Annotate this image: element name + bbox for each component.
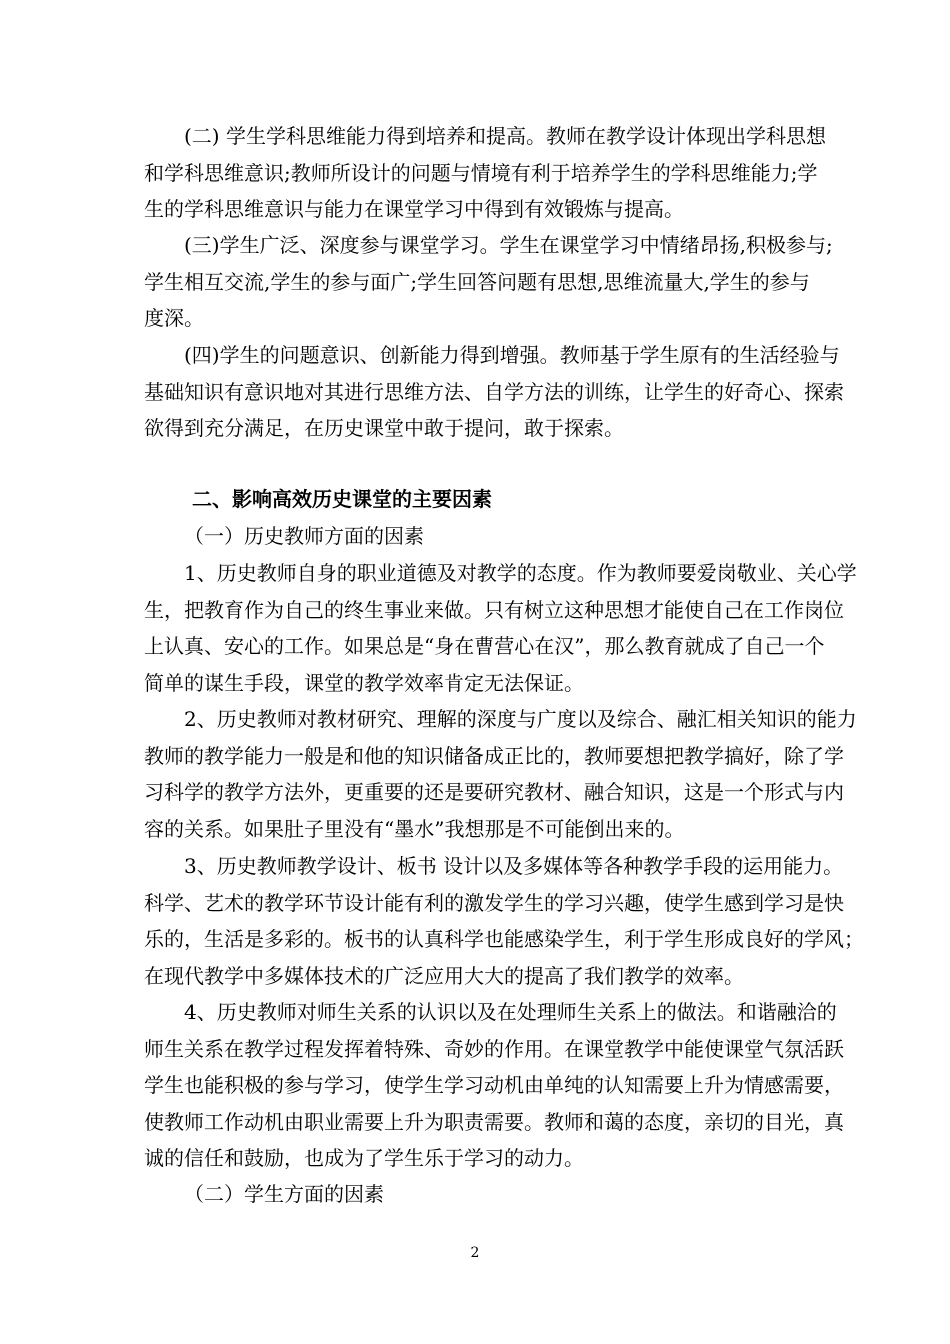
text-line: 使教师工作动机由职业需要上升为职责需要。教师和蔼的态度，亲切的目光，真 (144, 1109, 844, 1134)
text-line: 师生关系在教学过程发挥着特殊、奇妙的作用。在课堂教学中能使课堂气氛活跃 (144, 1036, 844, 1061)
text-line: 在现代教学中多媒体技术的广泛应用大大的提高了我们教学的效率。 (144, 963, 744, 988)
subsection-heading-student: （二）学生方面的因素 (184, 1182, 384, 1206)
text-line: 简单的谋生手段，课堂的教学效率肯定无法保证。 (144, 670, 584, 695)
text-line: 3、历史教师教学设计、板书 设计以及多媒体等各种教学手段的运用能力。 (184, 854, 844, 878)
paragraph-student-thinking-ability (144, 118, 826, 228)
text-line: 生，把教育作为自己的终生事业来做。只有树立这种思想才能使自己在工作岗位 (144, 597, 844, 622)
text-line: 1、历史教师自身的职业道德及对教学的态度。作为教师要爱岗敬业、关心学 (184, 561, 857, 585)
text-line: 学生也能积极的参与学习，使学生学习动机由单纯的认知需要上升为情感需要， (144, 1073, 844, 1097)
paragraph-teaching-design (144, 848, 864, 994)
text-line: 上认真、安心的工作。如果总是“身在曹营心在汉”，那么教育就成了自己一个 (144, 634, 825, 658)
text-line: 学生相互交流,学生的参与面广;学生回答问题有思想,思维流量大,学生的参与 (144, 269, 810, 294)
paragraph-teacher-knowledge (144, 701, 857, 847)
section-heading: 二、影响高效历史课堂的主要因素 (192, 487, 492, 511)
text-line: 2、历史教师对教材研究、理解的深度与广度以及综合、融汇相关知识的能力 (184, 707, 857, 731)
text-line: 欲得到充分满足，在历史课堂中敢于提问，敢于探索。 (144, 416, 624, 440)
paragraph-problem-awareness (144, 337, 844, 447)
text-line: 乐的，生活是多彩的。板书的认真科学也能感染学生，利于学生形成良好的学风； (144, 927, 864, 951)
text-line: (四)学生的问题意识、创新能力得到增强。教师基于学生原有的生活经验与 (184, 343, 840, 367)
page-number: 2 (470, 1245, 480, 1261)
paragraph-teacher-student-relationship (144, 994, 844, 1177)
subsection-heading-teacher: （一）历史教师方面的因素 (184, 524, 424, 548)
text-line: 教师的教学能力一般是和他的知识储备成正比的，教师要想把教学搞好，除了学 (144, 743, 844, 768)
text-line: 科学、艺术的教学环节设计能有利的激发学生的学习兴趣，使学生感到学习是快 (144, 890, 844, 915)
text-line: 习科学的教学方法外，更重要的还是要研究教材、融合知识，这是一个形式与内 (144, 780, 844, 804)
paragraph-teacher-ethics (144, 555, 857, 701)
text-line: (二) 学生学科思维能力得到培养和提高。教师在教学设计体现出学科思想 (184, 124, 826, 148)
text-line: 诚的信任和鼓励，也成为了学生乐于学习的动力。 (144, 1146, 584, 1170)
paragraph-student-participation (144, 227, 833, 337)
text-line: (三)学生广泛、深度参与课堂学习。学生在课堂学习中情绪昂扬,积极参与; (184, 233, 833, 257)
text-line: 和学科思维意识;教师所设计的问题与情境有利于培养学生的学科思维能力;学 (144, 160, 818, 185)
text-line: 度深。 (144, 306, 204, 330)
text-line: 容的关系。如果肚子里没有“墨水”我想那是不可能倒出来的。 (144, 816, 685, 841)
text-line: 基础知识有意识地对其进行思维方法、自学方法的训练，让学生的好奇心、探索 (144, 379, 844, 404)
text-line: 4、历史教师对师生关系的认识以及在处理师生关系上的做法。和谐融洽的 (184, 1000, 837, 1024)
text-line: 生的学科思维意识与能力在课堂学习中得到有效锻炼与提高。 (144, 197, 684, 221)
